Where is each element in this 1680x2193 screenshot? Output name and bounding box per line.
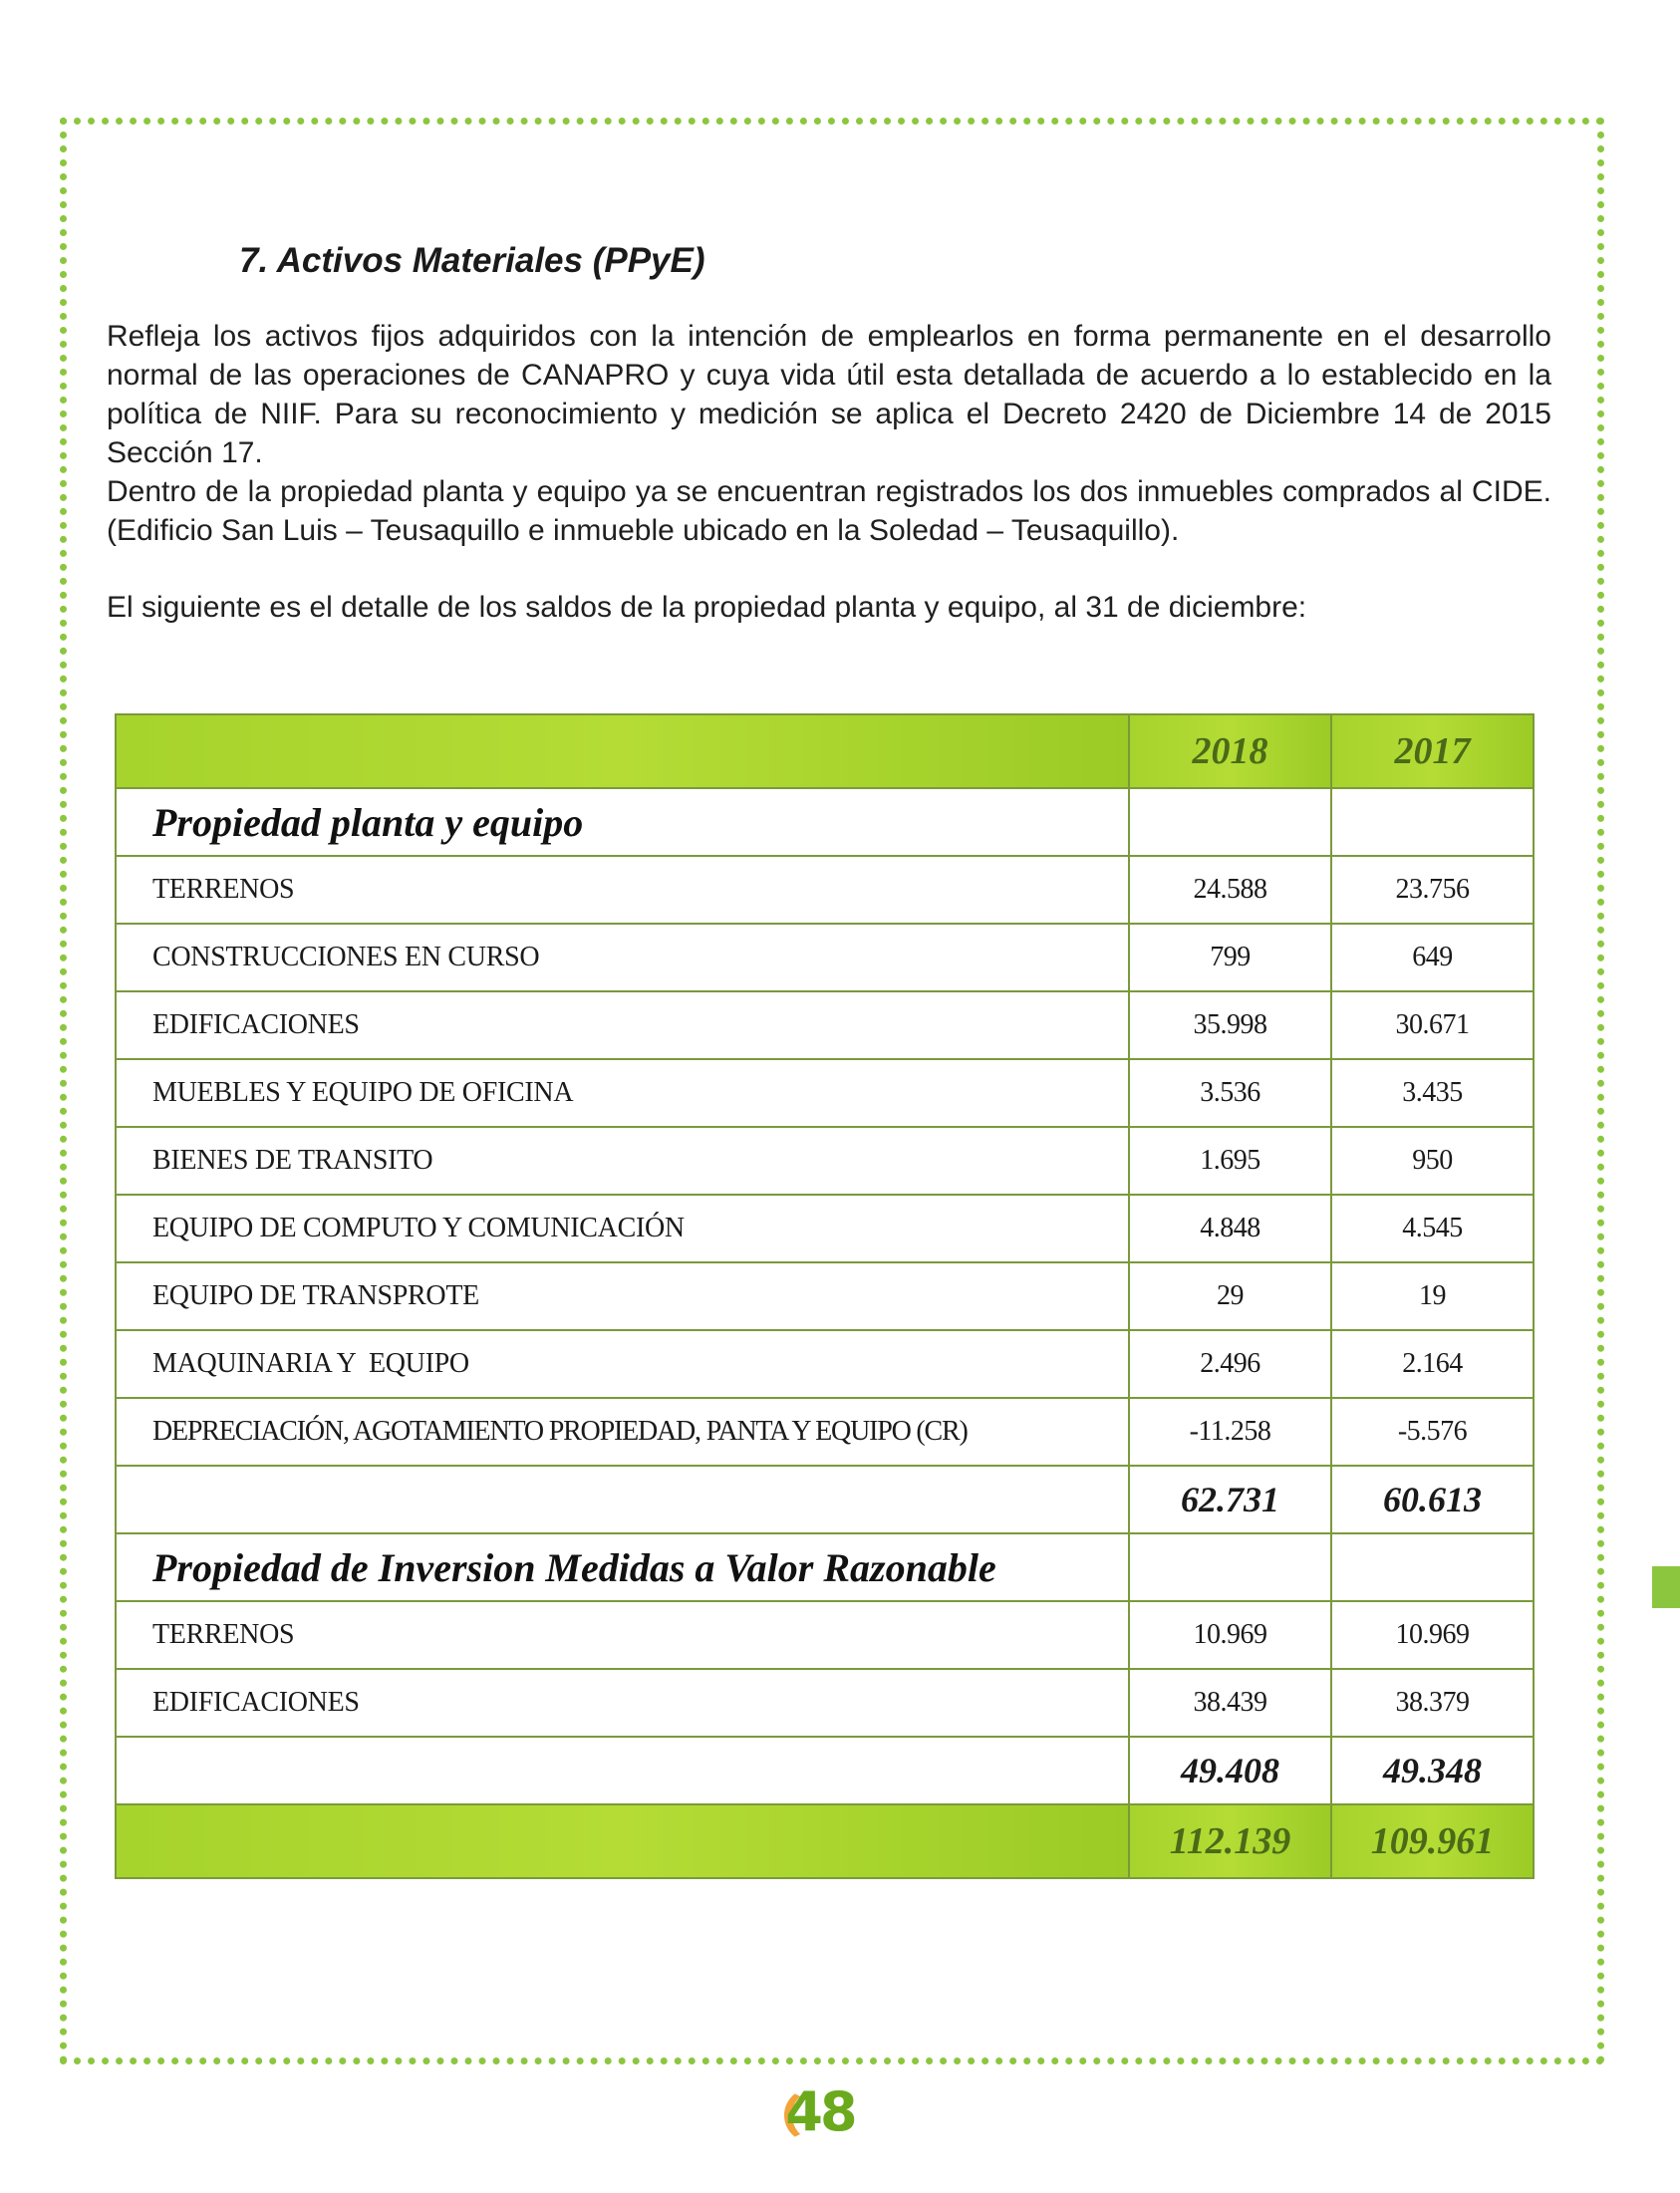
value-2017: 950	[1331, 1127, 1534, 1195]
row-label: EQUIPO DE COMPUTO Y COMUNICACIÓN	[116, 1195, 1129, 1262]
row-label: TERRENOS	[116, 856, 1129, 924]
value-2017: -5.576	[1331, 1398, 1534, 1466]
grand-total-2018: 112.139	[1129, 1804, 1331, 1878]
value-2017: 4.545	[1331, 1195, 1534, 1262]
value-2018: 2.496	[1129, 1330, 1331, 1398]
group-title-row	[116, 1533, 1534, 1601]
table-row	[116, 1195, 1534, 1262]
table-row	[116, 1059, 1534, 1127]
row-label: EDIFICACIONES	[116, 1669, 1129, 1737]
detail-intro-paragraph: El siguiente es el detalle de los saldos de la propiedad planta y equipo, al 31 de diciembre:	[107, 591, 1307, 624]
value-2018: 10.969	[1129, 1601, 1331, 1669]
group2-title: Propiedad de Inversion Medidas a Valor Razonable	[116, 1533, 1129, 1601]
value-2018: 35.998	[1129, 991, 1331, 1059]
row-label: CONSTRUCCIONES EN CURSO	[116, 924, 1129, 991]
intro-paragraph: Refleja los activos fijos adquiridos con la intención de emplearlos en forma permanente en el desarrollo normal de las operaciones de CANAPRO y cuya vida útil esta detallada de acuerdo a lo establecido en la política de NIIF. Para su reconocimiento y medición se aplica el Decreto 2420 de Diciembre 14 de 2015 Sección 17.	[107, 320, 1551, 469]
value-2017: 23.756	[1331, 856, 1534, 924]
row-label: TERRENOS	[116, 1601, 1129, 1669]
table-header-row	[116, 714, 1534, 788]
table-row	[116, 1669, 1534, 1737]
edge-color-tab	[1652, 1566, 1680, 1608]
subtotal-2017: 60.613	[1331, 1466, 1534, 1533]
value-2018: 24.588	[1129, 856, 1331, 924]
row-label: MAQUINARIA Y EQUIPO	[116, 1330, 1129, 1398]
page-number	[770, 2080, 870, 2150]
value-2018: 3.536	[1129, 1059, 1331, 1127]
value-2017: 10.969	[1331, 1601, 1534, 1669]
table-row	[116, 1127, 1534, 1195]
table-row	[116, 924, 1534, 991]
row-label: EQUIPO DE TRANSPROTE	[116, 1262, 1129, 1330]
group-title-row	[116, 788, 1534, 856]
table-row	[116, 1262, 1534, 1330]
page-number-text: 48	[785, 2080, 855, 2143]
value-2018: 4.848	[1129, 1195, 1331, 1262]
table-row	[116, 991, 1534, 1059]
value-2018: -11.258	[1129, 1398, 1331, 1466]
group1-title: Propiedad planta y equipo	[116, 788, 1129, 856]
header-empty-cell	[116, 714, 1129, 788]
subtotal-2018: 62.731	[1129, 1466, 1331, 1533]
subtotal-row	[116, 1466, 1534, 1533]
value-2017: 3.435	[1331, 1059, 1534, 1127]
grand-total-row	[116, 1804, 1534, 1878]
cide-paragraph: Dentro de la propiedad planta y equipo ya se encuentran registrados los dos inmuebles comprados al CIDE. (Edificio San Luis – Teusaquillo e inmueble ubicado en la Soledad – Teusaquillo).	[107, 475, 1551, 547]
grand-total-2017: 109.961	[1331, 1804, 1534, 1878]
row-label: EDIFICACIONES	[116, 991, 1129, 1059]
table-row	[116, 856, 1534, 924]
value-2018: 29	[1129, 1262, 1331, 1330]
year-header-2018: 2018	[1129, 714, 1331, 788]
subtotal-2017: 49.348	[1331, 1737, 1534, 1804]
ppye-balance-table	[115, 713, 1535, 1879]
value-2017: 649	[1331, 924, 1534, 991]
subtotal-2018: 49.408	[1129, 1737, 1331, 1804]
value-2017: 19	[1331, 1262, 1534, 1330]
value-2017: 30.671	[1331, 991, 1534, 1059]
value-2018: 38.439	[1129, 1669, 1331, 1737]
value-2018: 799	[1129, 924, 1331, 991]
table-row	[116, 1398, 1534, 1466]
value-2017: 2.164	[1331, 1330, 1534, 1398]
table-row	[116, 1330, 1534, 1398]
value-2018: 1.695	[1129, 1127, 1331, 1195]
row-label: MUEBLES Y EQUIPO DE OFICINA	[116, 1059, 1129, 1127]
table-row	[116, 1601, 1534, 1669]
row-label: BIENES DE TRANSITO	[116, 1127, 1129, 1195]
row-label: DEPRECIACIÓN, AGOTAMIENTO PROPIEDAD, PANTA Y EQUIPO (CR)	[116, 1398, 1129, 1466]
section-title: 7. Activos Materiales (PPyE)	[239, 241, 705, 280]
value-2017: 38.379	[1331, 1669, 1534, 1737]
subtotal-row	[116, 1737, 1534, 1804]
year-header-2017: 2017	[1331, 714, 1534, 788]
